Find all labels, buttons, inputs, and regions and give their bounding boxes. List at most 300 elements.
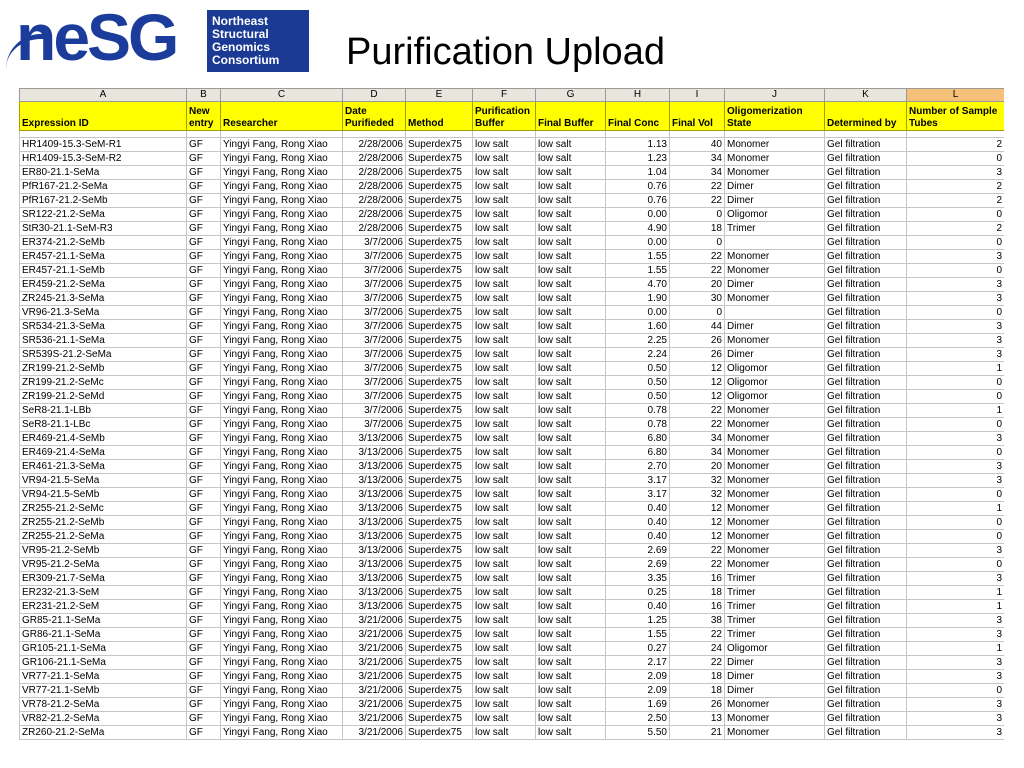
table-cell[interactable]: Superdex75: [406, 446, 473, 460]
table-cell[interactable]: Gel filtration: [825, 516, 907, 530]
table-cell[interactable]: 2.09: [606, 684, 670, 698]
table-cell[interactable]: HR1409-15.3-SeM-R2: [20, 152, 187, 166]
table-cell[interactable]: 0: [907, 376, 1005, 390]
table-cell[interactable]: Dimer: [725, 180, 825, 194]
table-cell[interactable]: 12: [670, 502, 725, 516]
table-cell[interactable]: low salt: [473, 614, 536, 628]
table-cell[interactable]: Gel filtration: [825, 306, 907, 320]
table-cell[interactable]: 0.40: [606, 530, 670, 544]
table-cell[interactable]: 16: [670, 600, 725, 614]
table-cell[interactable]: GF: [187, 642, 221, 656]
table-cell[interactable]: low salt: [536, 264, 606, 278]
table-cell[interactable]: 26: [670, 698, 725, 712]
table-cell[interactable]: Gel filtration: [825, 376, 907, 390]
table-cell[interactable]: 22: [670, 180, 725, 194]
table-cell[interactable]: 4.90: [606, 222, 670, 236]
table-cell[interactable]: Monomer: [725, 264, 825, 278]
table-cell[interactable]: Gel filtration: [825, 544, 907, 558]
table-cell[interactable]: 0.40: [606, 502, 670, 516]
table-cell[interactable]: low salt: [536, 348, 606, 362]
table-cell[interactable]: 0.25: [606, 586, 670, 600]
table-cell[interactable]: Yingyi Fang, Rong Xiao: [221, 474, 343, 488]
table-cell[interactable]: VR78-21.2-SeMa: [20, 698, 187, 712]
table-cell[interactable]: 0.50: [606, 390, 670, 404]
table-cell[interactable]: Superdex75: [406, 530, 473, 544]
table-cell[interactable]: Yingyi Fang, Rong Xiao: [221, 222, 343, 236]
table-cell[interactable]: 0: [907, 446, 1005, 460]
table-cell[interactable]: Monomer: [725, 558, 825, 572]
table-cell[interactable]: PfR167-21.2-SeMb: [20, 194, 187, 208]
table-cell[interactable]: Monomer: [725, 138, 825, 152]
table-cell[interactable]: 2.50: [606, 712, 670, 726]
table-cell[interactable]: Oligomor: [725, 376, 825, 390]
table-cell[interactable]: 3/7/2006: [343, 278, 406, 292]
table-cell[interactable]: Superdex75: [406, 432, 473, 446]
table-cell[interactable]: Monomer: [725, 474, 825, 488]
table-cell[interactable]: low salt: [473, 236, 536, 250]
table-cell[interactable]: low salt: [473, 208, 536, 222]
table-cell[interactable]: 38: [670, 614, 725, 628]
table-cell[interactable]: VR94-21.5-SeMa: [20, 474, 187, 488]
table-cell[interactable]: VR82-21.2-SeMa: [20, 712, 187, 726]
column-letter-h[interactable]: H: [606, 89, 670, 102]
table-cell[interactable]: 20: [670, 278, 725, 292]
table-cell[interactable]: 3/13/2006: [343, 530, 406, 544]
table-cell[interactable]: Yingyi Fang, Rong Xiao: [221, 166, 343, 180]
table-cell[interactable]: 2/28/2006: [343, 138, 406, 152]
table-cell[interactable]: Superdex75: [406, 502, 473, 516]
table-cell[interactable]: GR106-21.1-SeMa: [20, 656, 187, 670]
table-cell[interactable]: Gel filtration: [825, 264, 907, 278]
table-cell[interactable]: 1: [907, 502, 1005, 516]
table-cell[interactable]: Gel filtration: [825, 488, 907, 502]
table-cell[interactable]: 34: [670, 432, 725, 446]
table-cell[interactable]: Gel filtration: [825, 502, 907, 516]
table-cell[interactable]: SR122-21.2-SeMa: [20, 208, 187, 222]
table-cell[interactable]: StR30-21.1-SeM-R3: [20, 222, 187, 236]
table-cell[interactable]: Gel filtration: [825, 236, 907, 250]
table-cell[interactable]: 3/21/2006: [343, 726, 406, 740]
table-cell[interactable]: low salt: [536, 488, 606, 502]
table-cell[interactable]: Monomer: [725, 446, 825, 460]
table-cell[interactable]: 18: [670, 684, 725, 698]
table-cell[interactable]: low salt: [536, 530, 606, 544]
table-cell[interactable]: Yingyi Fang, Rong Xiao: [221, 418, 343, 432]
table-cell[interactable]: Superdex75: [406, 586, 473, 600]
table-cell[interactable]: ER461-21.3-SeMa: [20, 460, 187, 474]
column-letter-i[interactable]: I: [670, 89, 725, 102]
table-cell[interactable]: Superdex75: [406, 306, 473, 320]
table-cell[interactable]: Yingyi Fang, Rong Xiao: [221, 390, 343, 404]
table-cell[interactable]: Gel filtration: [825, 712, 907, 726]
table-cell[interactable]: Yingyi Fang, Rong Xiao: [221, 726, 343, 740]
table-cell[interactable]: 3/21/2006: [343, 642, 406, 656]
table-cell[interactable]: 3/7/2006: [343, 404, 406, 418]
table-cell[interactable]: 0.00: [606, 236, 670, 250]
column-letter-b[interactable]: B: [187, 89, 221, 102]
table-cell[interactable]: low salt: [536, 712, 606, 726]
table-cell[interactable]: low salt: [473, 530, 536, 544]
table-cell[interactable]: Gel filtration: [825, 530, 907, 544]
table-cell[interactable]: 2: [907, 194, 1005, 208]
table-cell[interactable]: ER374-21.2-SeMb: [20, 236, 187, 250]
table-cell[interactable]: 20: [670, 460, 725, 474]
table-cell[interactable]: Trimer: [725, 222, 825, 236]
table-cell[interactable]: 2/28/2006: [343, 194, 406, 208]
table-cell[interactable]: 2.69: [606, 544, 670, 558]
column-header[interactable]: Researcher: [221, 102, 343, 131]
table-cell[interactable]: 18: [670, 670, 725, 684]
table-cell[interactable]: 30: [670, 292, 725, 306]
table-cell[interactable]: Monomer: [725, 418, 825, 432]
table-cell[interactable]: Superdex75: [406, 418, 473, 432]
table-cell[interactable]: Superdex75: [406, 376, 473, 390]
table-cell[interactable]: 3: [907, 656, 1005, 670]
table-cell[interactable]: Gel filtration: [825, 614, 907, 628]
table-cell[interactable]: 22: [670, 544, 725, 558]
table-cell[interactable]: Gel filtration: [825, 348, 907, 362]
table-cell[interactable]: 3/13/2006: [343, 544, 406, 558]
table-cell[interactable]: GF: [187, 180, 221, 194]
table-cell[interactable]: Superdex75: [406, 628, 473, 642]
table-cell[interactable]: 3/7/2006: [343, 264, 406, 278]
table-cell[interactable]: low salt: [473, 152, 536, 166]
table-cell[interactable]: Yingyi Fang, Rong Xiao: [221, 446, 343, 460]
table-cell[interactable]: VR95-21.2-SeMa: [20, 558, 187, 572]
table-cell[interactable]: 1: [907, 362, 1005, 376]
table-cell[interactable]: Superdex75: [406, 726, 473, 740]
table-cell[interactable]: 3/7/2006: [343, 362, 406, 376]
table-cell[interactable]: Yingyi Fang, Rong Xiao: [221, 642, 343, 656]
table-cell[interactable]: 2.25: [606, 334, 670, 348]
table-cell[interactable]: 0: [670, 236, 725, 250]
table-cell[interactable]: 16: [670, 572, 725, 586]
table-cell[interactable]: Trimer: [725, 586, 825, 600]
table-cell[interactable]: 22: [670, 558, 725, 572]
table-cell[interactable]: 3/21/2006: [343, 628, 406, 642]
table-cell[interactable]: Monomer: [725, 404, 825, 418]
table-cell[interactable]: Gel filtration: [825, 222, 907, 236]
table-cell[interactable]: ER457-21.1-SeMa: [20, 250, 187, 264]
table-cell[interactable]: low salt: [473, 180, 536, 194]
table-cell[interactable]: ER231-21.2-SeM: [20, 600, 187, 614]
table-cell[interactable]: 3/7/2006: [343, 292, 406, 306]
table-cell[interactable]: 3/21/2006: [343, 614, 406, 628]
table-cell[interactable]: low salt: [536, 474, 606, 488]
table-cell[interactable]: Gel filtration: [825, 250, 907, 264]
table-cell[interactable]: GF: [187, 628, 221, 642]
table-cell[interactable]: Gel filtration: [825, 152, 907, 166]
table-cell[interactable]: Gel filtration: [825, 698, 907, 712]
table-cell[interactable]: 22: [670, 418, 725, 432]
table-cell[interactable]: low salt: [536, 516, 606, 530]
table-cell[interactable]: SR536-21.1-SeMa: [20, 334, 187, 348]
table-cell[interactable]: low salt: [536, 390, 606, 404]
table-cell[interactable]: GF: [187, 362, 221, 376]
table-cell[interactable]: GF: [187, 614, 221, 628]
table-cell[interactable]: Superdex75: [406, 656, 473, 670]
table-cell[interactable]: 40: [670, 138, 725, 152]
table-cell[interactable]: low salt: [536, 572, 606, 586]
table-cell[interactable]: low salt: [536, 656, 606, 670]
table-cell[interactable]: 3.35: [606, 572, 670, 586]
table-cell[interactable]: Yingyi Fang, Rong Xiao: [221, 250, 343, 264]
table-cell[interactable]: HR1409-15.3-SeM-R1: [20, 138, 187, 152]
table-cell[interactable]: 32: [670, 488, 725, 502]
table-cell[interactable]: Superdex75: [406, 558, 473, 572]
table-cell[interactable]: low salt: [536, 152, 606, 166]
column-header[interactable]: Determined by: [825, 102, 907, 131]
table-cell[interactable]: low salt: [536, 138, 606, 152]
table-cell[interactable]: GF: [187, 698, 221, 712]
table-cell[interactable]: low salt: [473, 698, 536, 712]
table-cell[interactable]: Dimer: [725, 278, 825, 292]
column-letter-d[interactable]: D: [343, 89, 406, 102]
table-cell[interactable]: low salt: [473, 712, 536, 726]
table-cell[interactable]: ZR260-21.2-SeMa: [20, 726, 187, 740]
table-cell[interactable]: Yingyi Fang, Rong Xiao: [221, 236, 343, 250]
column-letter-j[interactable]: J: [725, 89, 825, 102]
table-cell[interactable]: Monomer: [725, 726, 825, 740]
table-cell[interactable]: Superdex75: [406, 292, 473, 306]
table-cell[interactable]: GF: [187, 460, 221, 474]
table-cell[interactable]: 3: [907, 614, 1005, 628]
table-cell[interactable]: low salt: [536, 432, 606, 446]
table-cell[interactable]: low salt: [473, 558, 536, 572]
table-cell[interactable]: 1.90: [606, 292, 670, 306]
table-cell[interactable]: GF: [187, 404, 221, 418]
table-cell[interactable]: Superdex75: [406, 152, 473, 166]
table-cell[interactable]: Yingyi Fang, Rong Xiao: [221, 628, 343, 642]
table-cell[interactable]: low salt: [473, 194, 536, 208]
table-cell[interactable]: 0.00: [606, 306, 670, 320]
table-cell[interactable]: 0.76: [606, 180, 670, 194]
table-cell[interactable]: 0: [907, 530, 1005, 544]
table-cell[interactable]: 5.50: [606, 726, 670, 740]
table-cell[interactable]: 0: [670, 208, 725, 222]
table-cell[interactable]: low salt: [473, 684, 536, 698]
table-cell[interactable]: low salt: [536, 222, 606, 236]
table-cell[interactable]: Gel filtration: [825, 390, 907, 404]
table-cell[interactable]: Yingyi Fang, Rong Xiao: [221, 600, 343, 614]
table-cell[interactable]: low salt: [473, 488, 536, 502]
table-cell[interactable]: GR86-21.1-SeMa: [20, 628, 187, 642]
table-cell[interactable]: Yingyi Fang, Rong Xiao: [221, 208, 343, 222]
table-cell[interactable]: GF: [187, 558, 221, 572]
table-cell[interactable]: 3/7/2006: [343, 250, 406, 264]
table-cell[interactable]: low salt: [473, 320, 536, 334]
table-cell[interactable]: low salt: [473, 334, 536, 348]
table-cell[interactable]: low salt: [473, 138, 536, 152]
table-cell[interactable]: SeR8-21.1-LBb: [20, 404, 187, 418]
table-cell[interactable]: Superdex75: [406, 390, 473, 404]
table-cell[interactable]: Oligomor: [725, 362, 825, 376]
table-cell[interactable]: Yingyi Fang, Rong Xiao: [221, 180, 343, 194]
table-cell[interactable]: 3/21/2006: [343, 670, 406, 684]
table-cell[interactable]: Superdex75: [406, 138, 473, 152]
table-cell[interactable]: Gel filtration: [825, 362, 907, 376]
table-cell[interactable]: 3/7/2006: [343, 334, 406, 348]
table-cell[interactable]: Trimer: [725, 614, 825, 628]
table-cell[interactable]: Superdex75: [406, 600, 473, 614]
table-cell[interactable]: low salt: [473, 222, 536, 236]
table-cell[interactable]: Yingyi Fang, Rong Xiao: [221, 306, 343, 320]
table-cell[interactable]: SR534-21.3-SeMa: [20, 320, 187, 334]
table-cell[interactable]: 3: [907, 698, 1005, 712]
table-cell[interactable]: 22: [670, 656, 725, 670]
table-cell[interactable]: 12: [670, 530, 725, 544]
table-cell[interactable]: Dimer: [725, 684, 825, 698]
table-cell[interactable]: 3/13/2006: [343, 446, 406, 460]
table-cell[interactable]: 3/13/2006: [343, 572, 406, 586]
table-cell[interactable]: Gel filtration: [825, 656, 907, 670]
table-cell[interactable]: low salt: [473, 516, 536, 530]
table-cell[interactable]: 13: [670, 712, 725, 726]
table-cell[interactable]: GF: [187, 418, 221, 432]
table-cell[interactable]: 3/21/2006: [343, 656, 406, 670]
table-cell[interactable]: Yingyi Fang, Rong Xiao: [221, 320, 343, 334]
table-cell[interactable]: 3/7/2006: [343, 348, 406, 362]
table-cell[interactable]: Oligomor: [725, 642, 825, 656]
table-cell[interactable]: 0.76: [606, 194, 670, 208]
column-letter-e[interactable]: E: [406, 89, 473, 102]
table-cell[interactable]: Dimer: [725, 194, 825, 208]
table-cell[interactable]: 3: [907, 628, 1005, 642]
table-cell[interactable]: low salt: [473, 656, 536, 670]
table-cell[interactable]: ER469-21.4-SeMb: [20, 432, 187, 446]
table-cell[interactable]: 3: [907, 250, 1005, 264]
table-cell[interactable]: 3/13/2006: [343, 460, 406, 474]
table-cell[interactable]: low salt: [473, 348, 536, 362]
table-cell[interactable]: 22: [670, 194, 725, 208]
table-cell[interactable]: low salt: [473, 460, 536, 474]
column-header[interactable]: Number of Sample Tubes: [907, 102, 1005, 131]
table-cell[interactable]: 0: [907, 418, 1005, 432]
table-cell[interactable]: 2/28/2006: [343, 180, 406, 194]
table-cell[interactable]: Gel filtration: [825, 628, 907, 642]
table-cell[interactable]: Superdex75: [406, 362, 473, 376]
table-cell[interactable]: Gel filtration: [825, 320, 907, 334]
table-cell[interactable]: 22: [670, 404, 725, 418]
table-cell[interactable]: Superdex75: [406, 614, 473, 628]
table-cell[interactable]: GF: [187, 516, 221, 530]
table-cell[interactable]: Yingyi Fang, Rong Xiao: [221, 502, 343, 516]
table-cell[interactable]: GF: [187, 348, 221, 362]
table-cell[interactable]: Yingyi Fang, Rong Xiao: [221, 138, 343, 152]
table-cell[interactable]: 0: [907, 208, 1005, 222]
table-cell[interactable]: Superdex75: [406, 404, 473, 418]
table-cell[interactable]: 3/13/2006: [343, 600, 406, 614]
table-cell[interactable]: 0: [670, 306, 725, 320]
table-cell[interactable]: Gel filtration: [825, 558, 907, 572]
column-header[interactable]: Expression ID: [20, 102, 187, 131]
table-cell[interactable]: 1.55: [606, 250, 670, 264]
table-cell[interactable]: Trimer: [725, 628, 825, 642]
table-cell[interactable]: Yingyi Fang, Rong Xiao: [221, 670, 343, 684]
table-cell[interactable]: 12: [670, 390, 725, 404]
table-cell[interactable]: 0.27: [606, 642, 670, 656]
table-cell[interactable]: Gel filtration: [825, 726, 907, 740]
table-cell[interactable]: low salt: [473, 166, 536, 180]
table-cell[interactable]: Superdex75: [406, 670, 473, 684]
table-cell[interactable]: 1: [907, 586, 1005, 600]
table-cell[interactable]: 26: [670, 334, 725, 348]
table-cell[interactable]: Superdex75: [406, 516, 473, 530]
table-cell[interactable]: GF: [187, 194, 221, 208]
table-cell[interactable]: 1.55: [606, 628, 670, 642]
table-cell[interactable]: Gel filtration: [825, 586, 907, 600]
column-header[interactable]: Final Vol: [670, 102, 725, 131]
table-cell[interactable]: 32: [670, 474, 725, 488]
table-cell[interactable]: low salt: [536, 334, 606, 348]
table-cell[interactable]: Yingyi Fang, Rong Xiao: [221, 572, 343, 586]
table-cell[interactable]: Yingyi Fang, Rong Xiao: [221, 698, 343, 712]
table-cell[interactable]: Gel filtration: [825, 642, 907, 656]
table-cell[interactable]: Yingyi Fang, Rong Xiao: [221, 558, 343, 572]
table-cell[interactable]: 3/7/2006: [343, 376, 406, 390]
table-cell[interactable]: low salt: [473, 726, 536, 740]
table-cell[interactable]: Monomer: [725, 516, 825, 530]
table-cell[interactable]: Dimer: [725, 320, 825, 334]
table-cell[interactable]: GF: [187, 264, 221, 278]
table-cell[interactable]: Yingyi Fang, Rong Xiao: [221, 404, 343, 418]
table-cell[interactable]: low salt: [536, 418, 606, 432]
table-cell[interactable]: Monomer: [725, 250, 825, 264]
table-cell[interactable]: GF: [187, 572, 221, 586]
table-cell[interactable]: 3/7/2006: [343, 418, 406, 432]
table-cell[interactable]: Superdex75: [406, 194, 473, 208]
table-cell[interactable]: low salt: [536, 460, 606, 474]
table-cell[interactable]: Superdex75: [406, 278, 473, 292]
table-cell[interactable]: Superdex75: [406, 544, 473, 558]
table-cell[interactable]: low salt: [536, 502, 606, 516]
table-cell[interactable]: 0: [907, 152, 1005, 166]
table-cell[interactable]: Superdex75: [406, 250, 473, 264]
table-cell[interactable]: 0.00: [606, 208, 670, 222]
table-cell[interactable]: 3/7/2006: [343, 306, 406, 320]
table-cell[interactable]: 22: [670, 264, 725, 278]
table-cell[interactable]: 0: [907, 236, 1005, 250]
table-cell[interactable]: low salt: [473, 278, 536, 292]
table-cell[interactable]: low salt: [473, 642, 536, 656]
table-cell[interactable]: low salt: [536, 614, 606, 628]
table-cell[interactable]: GF: [187, 166, 221, 180]
table-cell[interactable]: Oligomor: [725, 390, 825, 404]
table-cell[interactable]: 2/28/2006: [343, 222, 406, 236]
table-cell[interactable]: 18: [670, 222, 725, 236]
table-cell[interactable]: GF: [187, 600, 221, 614]
table-cell[interactable]: GF: [187, 474, 221, 488]
table-cell[interactable]: GF: [187, 530, 221, 544]
table-cell[interactable]: VR94-21.5-SeMb: [20, 488, 187, 502]
table-cell[interactable]: Gel filtration: [825, 460, 907, 474]
table-cell[interactable]: low salt: [473, 502, 536, 516]
table-cell[interactable]: 3/7/2006: [343, 390, 406, 404]
column-letter-l[interactable]: L: [907, 89, 1005, 102]
table-cell[interactable]: 2/28/2006: [343, 152, 406, 166]
table-cell[interactable]: GF: [187, 152, 221, 166]
table-cell[interactable]: low salt: [536, 362, 606, 376]
table-cell[interactable]: 3: [907, 670, 1005, 684]
table-cell[interactable]: SR539S-21.2-SeMa: [20, 348, 187, 362]
column-header[interactable]: Oligomerization State: [725, 102, 825, 131]
table-cell[interactable]: 2: [907, 180, 1005, 194]
table-cell[interactable]: 1.04: [606, 166, 670, 180]
table-cell[interactable]: 18: [670, 586, 725, 600]
table-cell[interactable]: 34: [670, 166, 725, 180]
table-cell[interactable]: 1.23: [606, 152, 670, 166]
table-cell[interactable]: 0.50: [606, 376, 670, 390]
